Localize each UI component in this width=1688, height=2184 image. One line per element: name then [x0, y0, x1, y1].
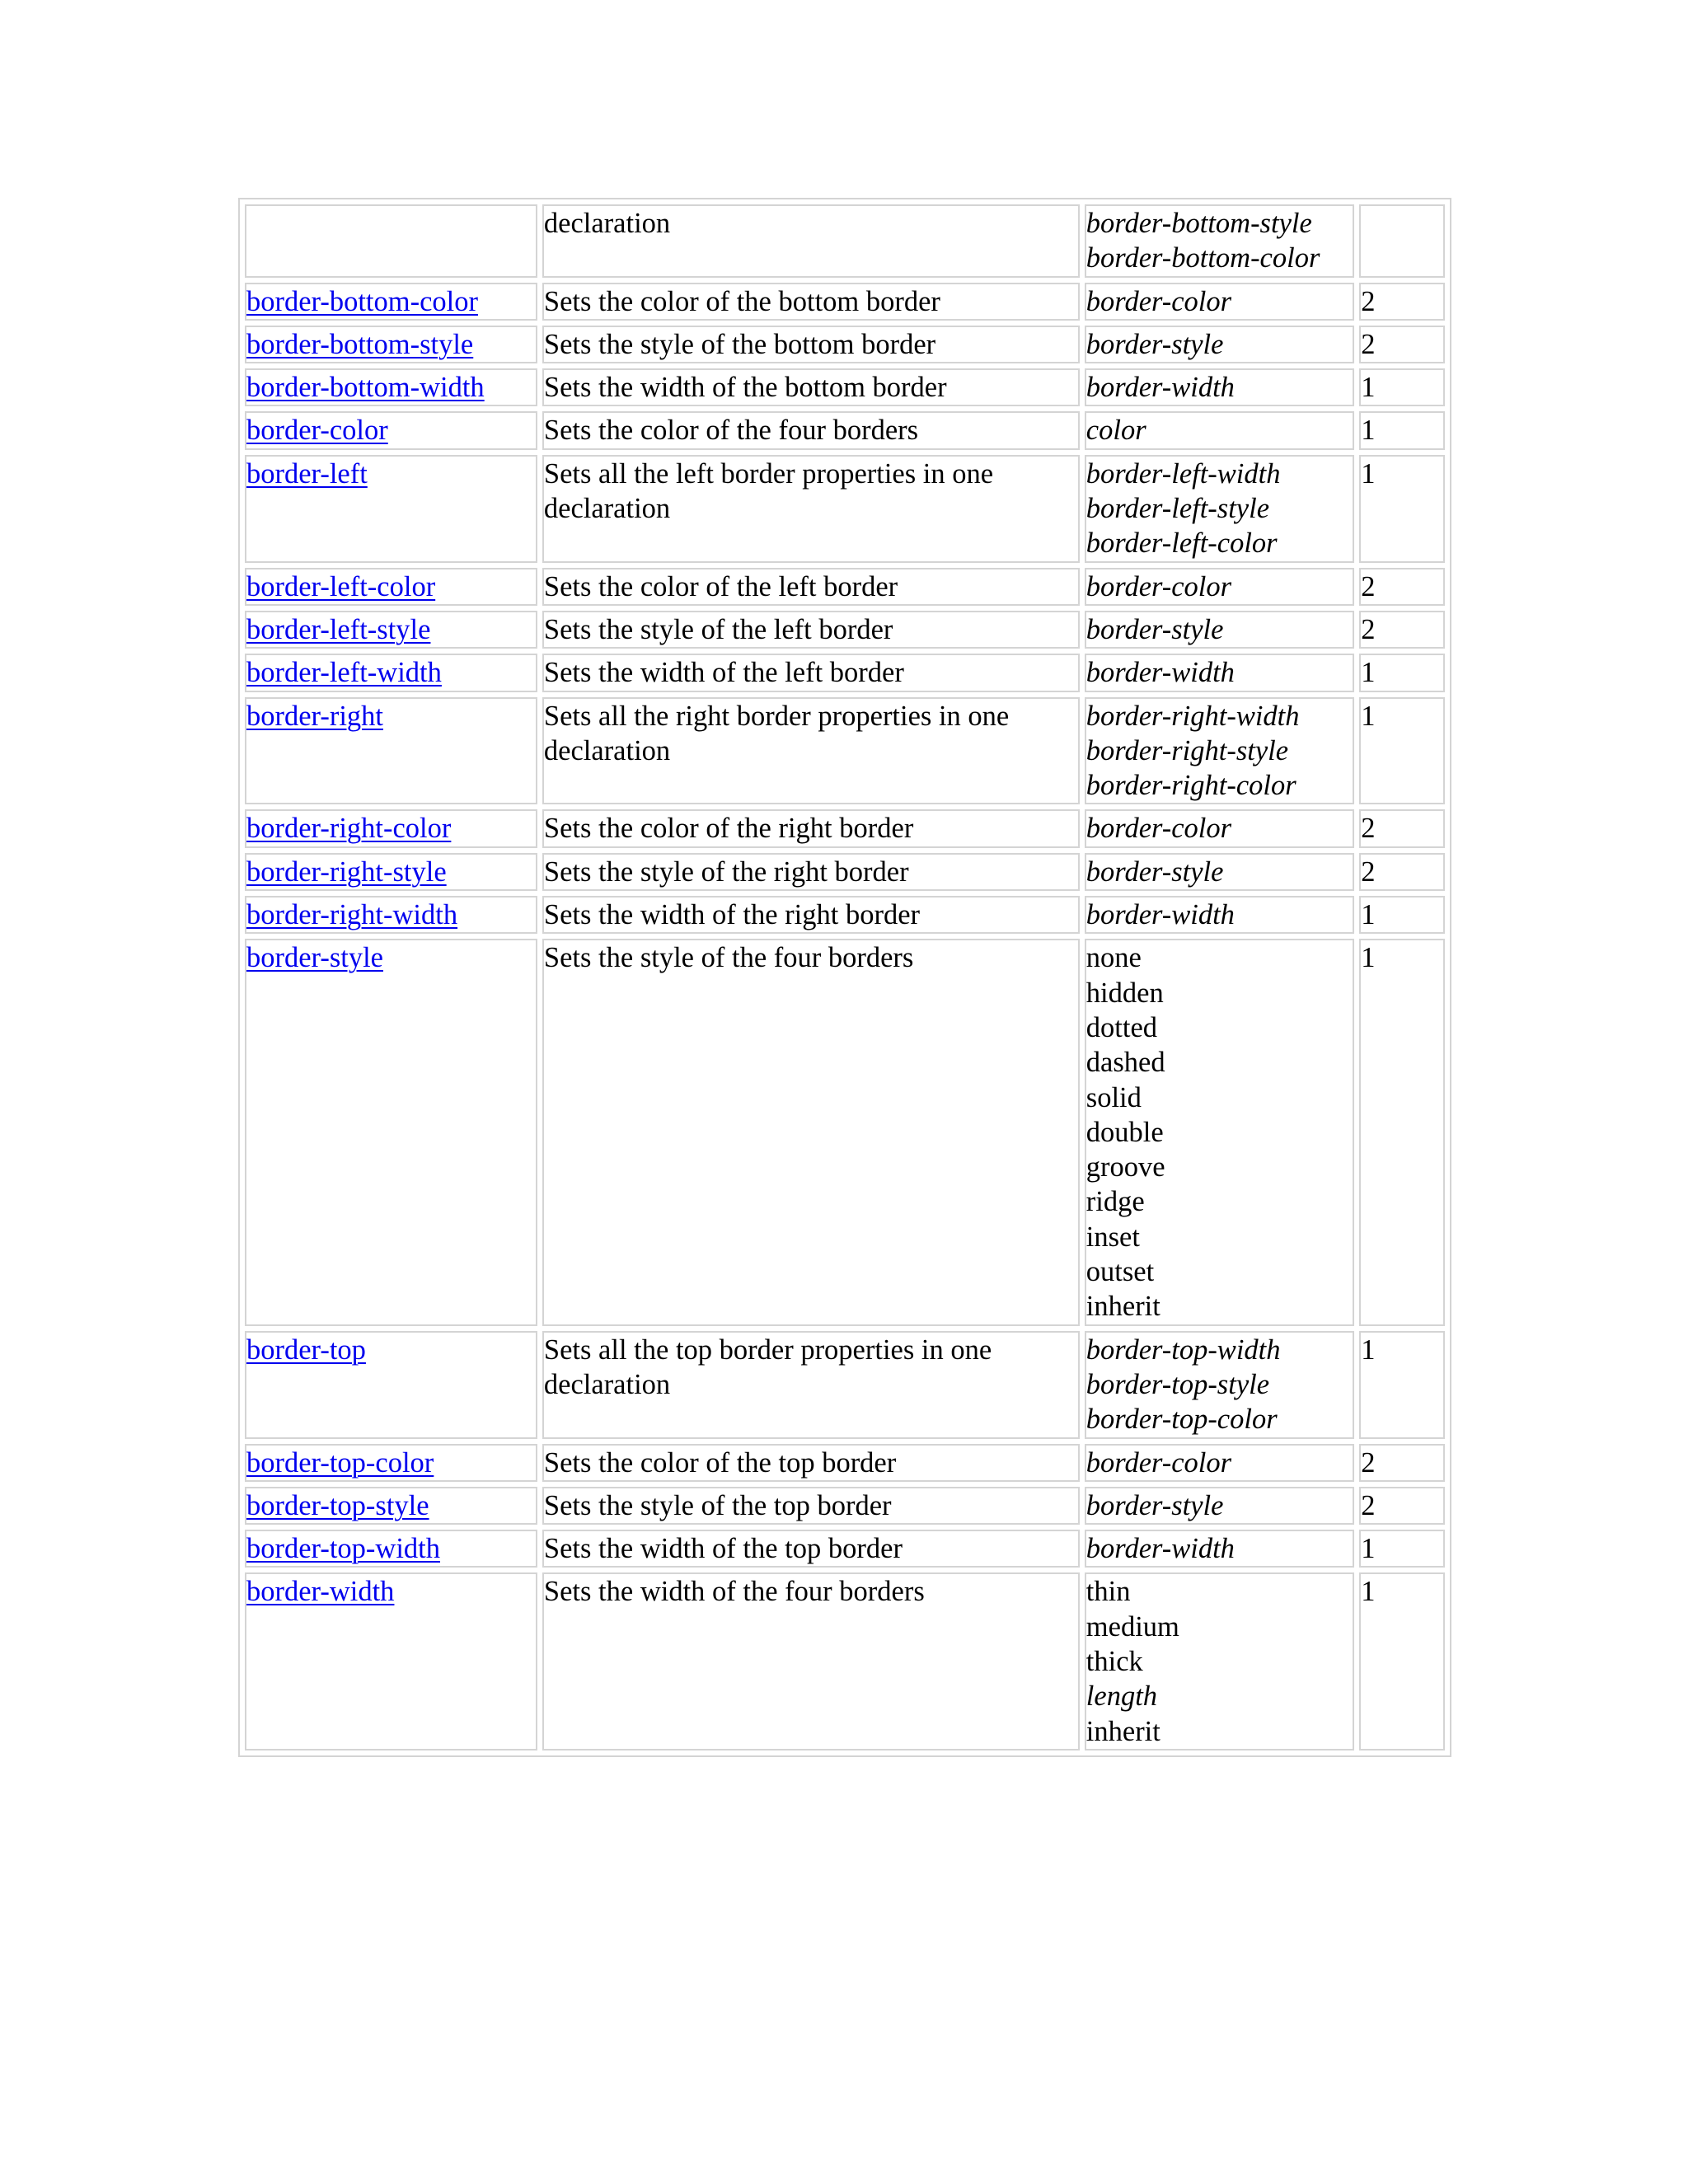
property-link[interactable]: border-left-color [246, 570, 436, 602]
table-row [245, 455, 1445, 563]
css-version-text: 2 [1361, 855, 1376, 888]
css-version-cell [1359, 809, 1445, 847]
css-version-text: 2 [1361, 285, 1376, 317]
value-item: border-color [1085, 285, 1232, 317]
description-text: Sets the color of the top border [543, 1446, 897, 1479]
value-item: border-style [1085, 1489, 1224, 1521]
property-cell [245, 654, 537, 691]
css-version-text: 1 [1361, 657, 1376, 689]
value-item: dashed [1085, 1047, 1165, 1079]
description-cell [542, 1487, 1080, 1525]
description-text: Sets the style of the four borders [543, 942, 914, 974]
values-cell [1085, 654, 1354, 691]
description-cell [542, 654, 1080, 691]
table-row [245, 1572, 1445, 1750]
css-version-text: 2 [1361, 1446, 1376, 1479]
description-cell [542, 283, 1080, 321]
table-row [245, 283, 1445, 321]
property-cell [245, 326, 537, 363]
description-text: Sets all the top border properties in one declaration [543, 1333, 992, 1400]
table-row [245, 1331, 1445, 1439]
css-version-cell [1359, 697, 1445, 805]
description-text: Sets the color of the right border [543, 813, 914, 845]
value-item: border-color [1085, 1446, 1232, 1479]
description-text: Sets all the left border properties in one declaration [543, 457, 994, 525]
property-link[interactable]: border-top-width [246, 1533, 440, 1565]
description-cell [542, 326, 1080, 363]
property-link[interactable]: border-top-style [246, 1489, 429, 1521]
css-version-text: 1 [1361, 372, 1376, 404]
description-text: Sets the style of the left border [543, 613, 893, 645]
values-cell [1085, 853, 1354, 891]
css-version-cell [1359, 1331, 1445, 1439]
value-item: border-left-width [1085, 457, 1281, 490]
value-item: dotted [1085, 1011, 1158, 1043]
value-item: border-width [1085, 899, 1235, 931]
description-text: Sets the color of the bottom border [543, 285, 940, 317]
description-cell [542, 1331, 1080, 1439]
css-version-text: 1 [1361, 457, 1376, 490]
value-item: ridge [1085, 1186, 1145, 1218]
css-version-text: 1 [1361, 1576, 1376, 1608]
values-cell [1085, 939, 1354, 1325]
value-item: border-right-width [1085, 700, 1300, 732]
table-row [245, 1444, 1445, 1482]
property-link[interactable]: border-right-width [246, 899, 458, 931]
css-version-text: 2 [1361, 613, 1376, 645]
value-item: thick [1085, 1645, 1143, 1677]
table-row [245, 1487, 1445, 1525]
values-cell [1085, 455, 1354, 563]
css-version-cell [1359, 204, 1445, 278]
css-version-text: 1 [1361, 899, 1376, 931]
description-text: Sets the style of the right border [543, 855, 909, 888]
value-item: border-width [1085, 1533, 1235, 1565]
description-cell [542, 204, 1080, 278]
property-link[interactable]: border-bottom-style [246, 328, 474, 360]
value-item: border-width [1085, 657, 1235, 689]
table-row [245, 939, 1445, 1325]
description-cell [542, 896, 1080, 934]
css-version-cell [1359, 411, 1445, 449]
css-version-cell [1359, 1530, 1445, 1568]
values-cell [1085, 896, 1354, 934]
property-cell [245, 611, 537, 649]
table-row [245, 611, 1445, 649]
css-version-cell [1359, 1487, 1445, 1525]
document-page [238, 198, 1451, 1757]
value-item: border-style [1085, 855, 1224, 888]
table-body [245, 204, 1445, 1750]
description-text: Sets the width of the four borders [543, 1576, 925, 1608]
css-version-cell [1359, 896, 1445, 934]
description-text: Sets the width of the bottom border [543, 372, 947, 404]
values-cell [1085, 1572, 1354, 1750]
property-link[interactable]: border-width [246, 1576, 395, 1608]
values-cell [1085, 809, 1354, 847]
description-text: Sets the style of the bottom border [543, 328, 936, 360]
values-cell [1085, 611, 1354, 649]
values-cell [1085, 204, 1354, 278]
property-link[interactable]: border-bottom-width [246, 372, 485, 404]
value-item: border-left-color [1085, 527, 1278, 560]
table-row [245, 326, 1445, 363]
css-version-cell [1359, 654, 1445, 691]
property-cell [245, 1530, 537, 1568]
property-cell [245, 896, 537, 934]
value-item: border-style [1085, 328, 1224, 360]
value-item: medium [1085, 1610, 1179, 1643]
value-item: border-top-width [1085, 1333, 1281, 1366]
description-text: Sets all the right border properties in one declaration [543, 700, 1010, 766]
css-version-cell [1359, 568, 1445, 606]
property-link[interactable]: border-top-color [246, 1446, 434, 1479]
table-row [245, 411, 1445, 449]
description-cell [542, 1444, 1080, 1482]
css-version-cell [1359, 1572, 1445, 1750]
css-border-properties-table [238, 198, 1451, 1757]
table-row [245, 697, 1445, 805]
values-cell [1085, 411, 1354, 449]
css-version-text: 1 [1361, 700, 1376, 732]
table-row [245, 1530, 1445, 1568]
property-cell [245, 568, 537, 606]
value-item: double [1085, 1116, 1164, 1148]
property-cell [245, 204, 537, 278]
description-text: Sets the width of the top border [543, 1533, 903, 1565]
description-cell [542, 1530, 1080, 1568]
values-cell [1085, 368, 1354, 406]
property-cell [245, 1444, 537, 1482]
description-text: Sets the width of the right border [543, 899, 921, 931]
table-row [245, 204, 1445, 278]
values-cell [1085, 568, 1354, 606]
property-cell [245, 809, 537, 847]
property-cell [245, 939, 537, 1325]
property-cell [245, 1572, 537, 1750]
table-row [245, 809, 1445, 847]
value-item: border-right-color [1085, 770, 1296, 802]
value-item: groove [1085, 1151, 1165, 1183]
table-row [245, 368, 1445, 406]
table-row [245, 853, 1445, 891]
property-cell [245, 1331, 537, 1439]
value-item: inherit [1085, 1715, 1160, 1747]
css-version-cell [1359, 326, 1445, 363]
value-item: border-bottom-style [1085, 208, 1312, 239]
value-item: border-style [1085, 613, 1224, 645]
value-item: inset [1085, 1221, 1140, 1253]
values-cell [1085, 326, 1354, 363]
description-cell [542, 1572, 1080, 1750]
value-item: color [1085, 415, 1146, 447]
property-link[interactable]: border-right-style [246, 855, 447, 888]
css-version-text: 1 [1361, 415, 1376, 447]
description-cell [542, 697, 1080, 805]
table-row [245, 568, 1445, 606]
description-text: Sets the width of the left border [543, 657, 904, 689]
property-cell [245, 368, 537, 406]
table-row [245, 654, 1445, 691]
value-item: inherit [1085, 1291, 1160, 1323]
property-link[interactable]: border-right [246, 700, 383, 732]
property-link[interactable]: border-right-color [246, 813, 452, 845]
property-link[interactable]: border-style [246, 942, 383, 974]
css-version-cell [1359, 1444, 1445, 1482]
property-link[interactable]: border-left-style [246, 613, 431, 645]
value-item: hidden [1085, 977, 1164, 1009]
description-text: declaration [543, 208, 671, 239]
description-cell [542, 611, 1080, 649]
value-item: thin [1085, 1576, 1131, 1608]
description-cell [542, 809, 1080, 847]
values-cell [1085, 283, 1354, 321]
description-cell [542, 939, 1080, 1325]
property-link[interactable]: border-top [246, 1333, 366, 1366]
css-version-cell [1359, 368, 1445, 406]
description-cell [542, 455, 1080, 563]
description-cell [542, 853, 1080, 891]
value-item: border-width [1085, 372, 1235, 404]
description-cell [542, 568, 1080, 606]
property-cell [245, 411, 537, 449]
value-item: border-color [1085, 570, 1232, 602]
value-item: border-bottom-color [1085, 242, 1320, 274]
value-item: border-right-style [1085, 734, 1289, 766]
css-version-cell [1359, 853, 1445, 891]
description-text: Sets the color of the left border [543, 570, 898, 602]
value-item: border-color [1085, 813, 1232, 845]
description-cell [542, 368, 1080, 406]
property-cell [245, 1487, 537, 1525]
description-text: Sets the style of the top border [543, 1489, 892, 1521]
values-cell [1085, 1331, 1354, 1439]
property-cell [245, 455, 537, 563]
value-item: length [1085, 1680, 1158, 1713]
css-version-text: 1 [1361, 1333, 1376, 1366]
css-version-text: 2 [1361, 570, 1376, 602]
css-version-text: 1 [1361, 1533, 1376, 1565]
property-link[interactable]: border-bottom-color [246, 285, 478, 317]
css-version-text: 2 [1361, 1489, 1376, 1521]
values-cell [1085, 1530, 1354, 1568]
property-link[interactable]: border-color [246, 415, 388, 447]
values-cell [1085, 1444, 1354, 1482]
value-item: border-top-style [1085, 1368, 1270, 1400]
value-item: border-left-style [1085, 493, 1270, 525]
property-cell [245, 283, 537, 321]
value-item: outset [1085, 1256, 1155, 1288]
value-item: none [1085, 942, 1142, 974]
css-version-text: 2 [1361, 813, 1376, 845]
property-cell [245, 697, 537, 805]
description-cell [542, 411, 1080, 449]
property-link[interactable]: border-left-width [246, 657, 442, 689]
values-cell [1085, 697, 1354, 805]
description-text: Sets the color of the four borders [543, 415, 919, 447]
css-version-cell [1359, 283, 1445, 321]
property-link[interactable]: border-left [246, 457, 368, 490]
value-item: border-top-color [1085, 1404, 1278, 1436]
css-version-cell [1359, 939, 1445, 1325]
css-version-cell [1359, 455, 1445, 563]
css-version-text: 1 [1361, 942, 1376, 974]
property-cell [245, 853, 537, 891]
css-version-cell [1359, 611, 1445, 649]
table-row [245, 896, 1445, 934]
value-item: solid [1085, 1081, 1142, 1113]
css-version-text: 2 [1361, 328, 1376, 360]
values-cell [1085, 1487, 1354, 1525]
